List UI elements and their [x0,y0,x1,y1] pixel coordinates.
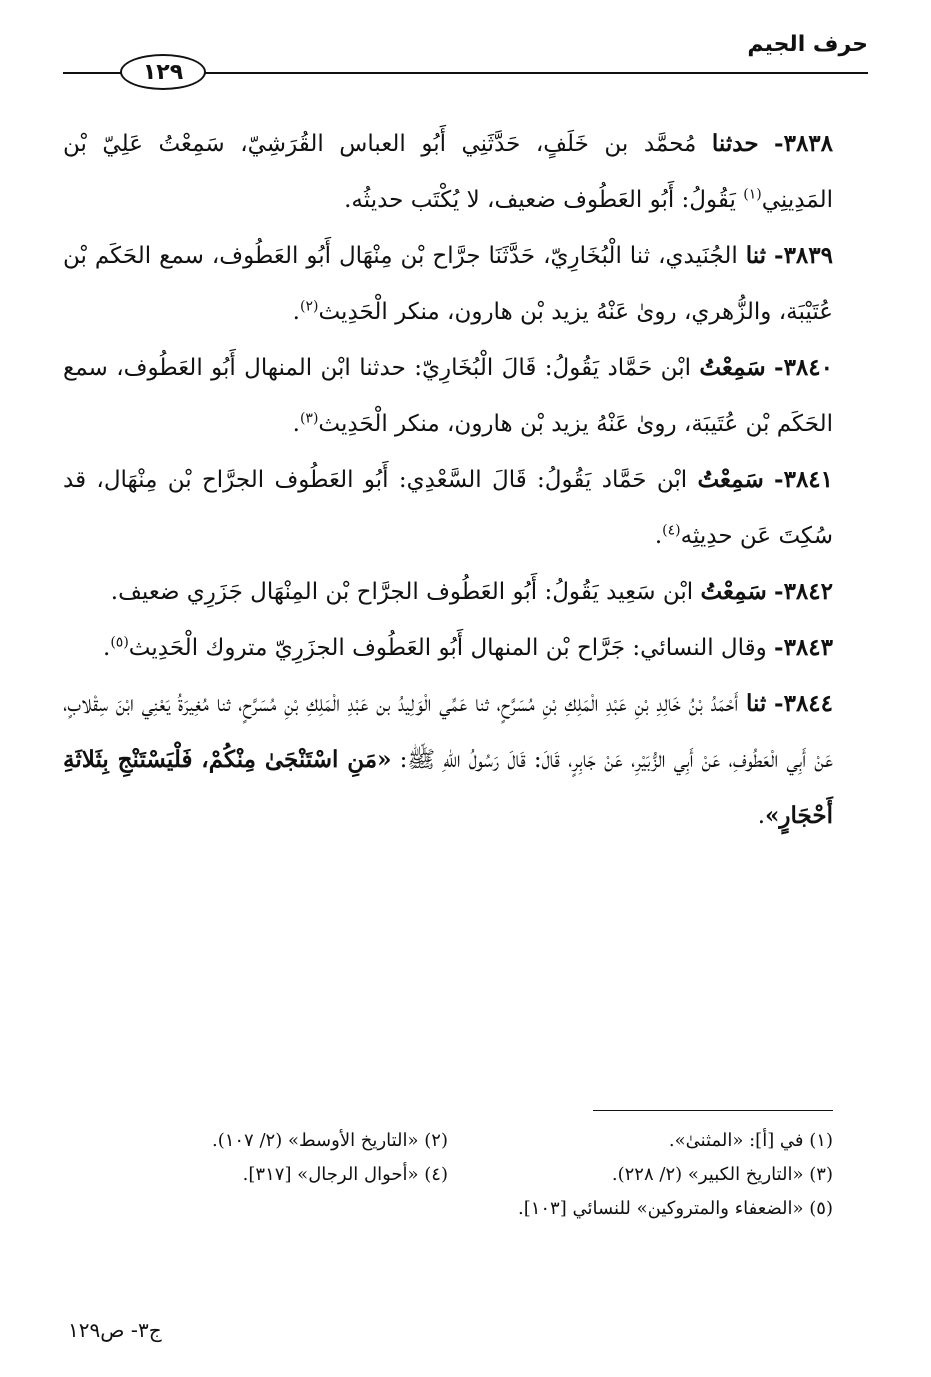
footnote-marker: (٥) [110,634,129,651]
entry-number: ٣٨٤٣- [774,634,833,661]
entry-text: مُحمَّد بن خَلَفٍ، حَدَّثَنِي أَبُو العباس القُرَشِيّ، سَمِعْتُ عَلِيّ بْن المَدِينِي [63,131,833,213]
footnote-marker: (٣) [299,410,319,427]
footnote-4: (٤) «أحوال الرجال» [٣١٧]. [242,1164,448,1185]
entry-text: ابْن سَعِيد يَقُولُ: أَبُو العَطُوف الجرَّاح بْن المِنْهَال جَزَرِي ضعيف. [110,579,694,605]
hadith-quote: «مَنِ اسْتَنْجَىٰ مِنْكُمْ، فَلْيَسْتَنْجِ بِثَلاثَةِ أَحْجَارٍ» [63,746,833,829]
entry-3844 [63,676,833,844]
entry-keyword: حدثنا [711,130,759,157]
entry-text: ابْن حَمَّاد يَقُولُ: قَالَ الْبُخَارِيّ: حدثنا ابْن المنهال أَبُو العَطُوف، سمع الحَكَم بْن عُتَيبَة، روىٰ عَنْهُ يزيد بْن هارون، منكر الْحَدِيث [63,355,833,437]
entry-number: ٣٨٣٨- [774,130,834,157]
page-number-badge [120,54,206,90]
entry-text: الجُنَيدي، ثنا الْبُخَارِيّ، حَدَّثَنَا جرَّاح بْن مِنْهَال أَبُو العَطُوف، سمع الحَكَم بْن عُتَيْبَة، والزُّهري، روىٰ عَنْهُ يزيد بْن هارون، منكر الْحَدِيث [63,243,833,325]
entry-3839 [63,228,833,340]
entry-number: ٣٨٤٠- [774,354,833,381]
footnote-2: (٢) «التاريخ الأوسط» (٢/ ١٠٧). [211,1130,448,1151]
footnote-rule [593,1110,833,1111]
entry-text-cont: . [757,803,766,829]
entry-text-cont: يَقُولُ: أَبُو العَطُوف ضعيف، لا يُكْتَب حديثُه. [344,187,736,213]
footnotes [63,1124,833,1226]
entry-text: ابْن حَمَّاد يَقُولُ: قَالَ السَّعْدِي: أَبُو العَطُوف الجرَّاح بْن مِنْهَال، قد سُكِتَ عَن حدِيثِه [63,467,833,549]
entry-keyword: سَمِعْتُ [699,354,766,381]
entry-keyword: ثنا [745,242,767,269]
entry-3838 [63,116,833,228]
entry-3843 [63,620,833,676]
entry-number: ٣٨٤٤- [774,690,834,717]
entry-text-cont: . [292,299,300,325]
entry-text-cont: . [292,411,300,437]
footnote-row [63,1158,833,1192]
entry-3842 [63,564,833,620]
entry-keyword: سَمِعْتُ [697,466,764,493]
footnote-5: (٥) «الضعفاء والمتروكين» للنسائي [١٠٣]. [517,1198,833,1219]
footnote-marker: (١) [743,186,762,203]
running-title: حرف الجيم [747,32,868,57]
entry-3841 [63,452,833,564]
entry-3840 [63,340,833,452]
entry-text: وقال النسائي: جَرَّاح بْن المنهال أَبُو العَطُوف الجزَرِيّ متروك الْحَدِيث [128,635,767,661]
entry-text-cont: . [103,635,111,661]
entry-number: ٣٨٤١- [774,466,834,493]
entry-number: ٣٨٣٩- [774,242,833,269]
entry-number: ٣٨٤٢- [774,578,833,605]
entry-keyword: ثنا [745,690,767,717]
footnote-marker: (٤) [662,522,681,539]
entry-text-cont: . [654,523,663,549]
page-number: ١٢٩ [142,59,184,85]
footnote-1: (١) في [أ]: «المثنىٰ». [668,1130,833,1151]
main-text [63,116,833,844]
footnote-3: (٣) «التاريخ الكبير» (٢/ ٢٢٨). [611,1164,833,1185]
volume-page-code: ج٣- ص١٢٩ [68,1318,162,1342]
footnote-row [63,1124,833,1158]
footnote-marker: (٢) [299,298,319,315]
entry-keyword: سَمِعْتُ [700,578,767,605]
entry-text: أَحْمَدُ بْنُ خَالِدِ بْنِ عَبْدِ الْمَلِكِ بْنِ مُسَرَّحٍ، ثنا عَمِّي الْوَلِيدُ بن عَبْدِ الْمَلِكِ بْنِ مُسَرَّحٍ، ثنا مُغِيرَةُ يَعْنِي ابْنَ سِقْلابٍ، عَنْ أَبِي الْعَطُوفِ، عَنْ أَبِي الزُّبَيْرِ، عَنْ جَابِرٍ، قَالَ: قَالَ رَسُولُ اللهِ ﷺ: [63,691,834,773]
